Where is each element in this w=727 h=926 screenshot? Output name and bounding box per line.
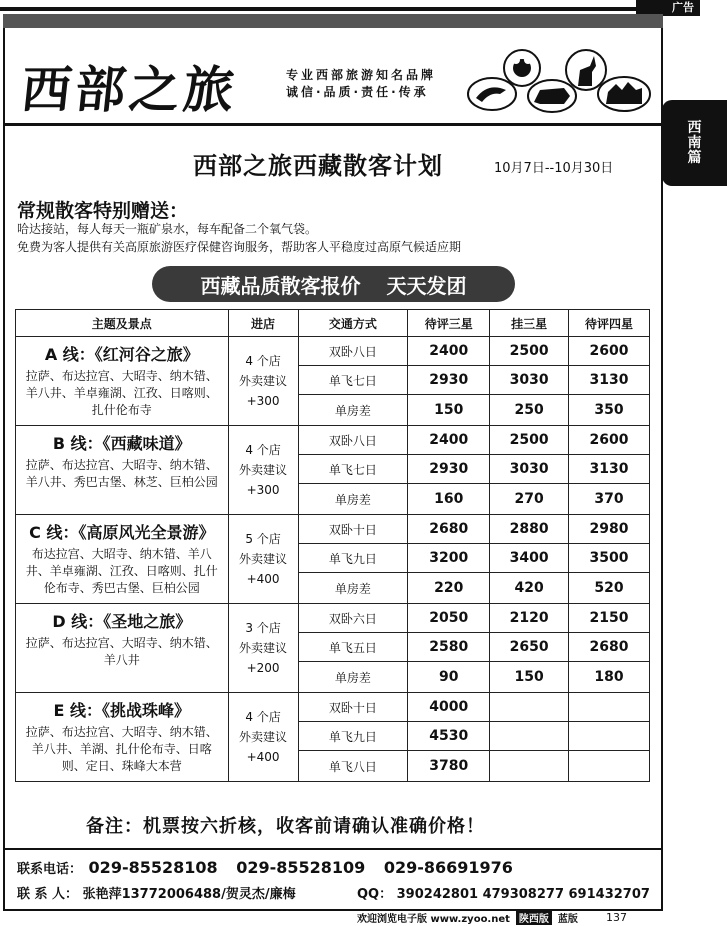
region-tab — [662, 100, 727, 186]
shop-cell — [228, 426, 298, 515]
ad-tag: 广告 — [636, 0, 700, 16]
column-header: 待评四星 — [569, 310, 650, 337]
transport-cell: 单飞七日 — [298, 455, 408, 484]
route-theme-cell — [16, 515, 229, 604]
price-cell — [490, 751, 569, 782]
route-spots: 拉萨、布达拉宫、大昭寺、纳木错、羊八井、羊湖、扎什伦布寺、日喀则、定日、珠峰大本营 — [25, 725, 218, 773]
contact-persons: 张艳萍13772006488/贺灵杰/廉梅 — [82, 887, 296, 902]
price-cell: 3200 — [408, 544, 490, 573]
price-cell — [569, 693, 650, 722]
footer-rule — [3, 848, 663, 850]
price-cell: 420 — [490, 573, 569, 604]
price-cell: 3780 — [408, 751, 490, 782]
price-cell: 2150 — [569, 604, 650, 633]
quote-banner — [152, 266, 515, 302]
column-header: 交通方式 — [298, 310, 408, 337]
route-title: E 线：《挑战珠峰》 — [53, 701, 191, 720]
gift-line-1: 哈达接站，每人每天一瓶矿泉水，每车配备二个氧气袋。 — [17, 222, 318, 236]
region-tab-char: 篇 — [687, 149, 702, 166]
price-cell: 2600 — [569, 426, 650, 455]
price-cell: 2580 — [408, 633, 490, 662]
shop-info: +200 — [246, 661, 280, 675]
price-cell: 520 — [569, 573, 650, 604]
price-cell: 4530 — [408, 722, 490, 751]
quote-banner-right: 天天发团 — [386, 273, 467, 298]
price-cell: 220 — [408, 573, 490, 604]
route-theme-cell — [16, 337, 229, 426]
brand-logo: 西部之旅 — [18, 60, 241, 119]
column-header: 主题及景点 — [16, 310, 229, 337]
price-cell: 2930 — [408, 455, 490, 484]
shop-cell — [228, 337, 298, 426]
region-tab-char: 西 — [687, 119, 702, 136]
route-spots: 拉萨、布达拉宫、大昭寺、纳木错、羊八井、羊卓雍湖、江孜、日喀则、扎什伦布寺 — [25, 369, 218, 417]
price-cell: 3130 — [569, 366, 650, 395]
column-header: 进店 — [228, 310, 298, 337]
qq-label: QQ： — [357, 887, 393, 902]
shop-info: 3 个店 — [245, 621, 281, 635]
price-cell: 2880 — [490, 515, 569, 544]
shop-info: 4 个店 — [245, 354, 281, 368]
price-cell: 2120 — [490, 604, 569, 633]
price-cell: 3400 — [490, 544, 569, 573]
animal-emblems-icon — [466, 42, 656, 118]
shop-info: 外卖建议 — [239, 641, 288, 655]
contact-person-label: 联 系 人： — [17, 887, 79, 902]
phone-row — [17, 858, 525, 877]
footer-bar — [357, 910, 578, 925]
shop-info: 4 个店 — [245, 710, 281, 724]
shop-info: 5 个店 — [245, 532, 281, 546]
price-cell: 2650 — [490, 633, 569, 662]
price-cell: 2930 — [408, 366, 490, 395]
price-cell: 250 — [490, 395, 569, 426]
quote-banner-left: 西藏品质散客报价 — [200, 273, 361, 298]
price-cell: 90 — [408, 662, 490, 693]
transport-cell: 双卧八日 — [298, 426, 408, 455]
gift-line-2: 免费为客人提供有关高原旅游医疗保健咨询服务，帮助客人平稳度过高原气候适应期 — [17, 240, 462, 254]
shop-info: 外卖建议 — [239, 730, 288, 744]
shop-info: 外卖建议 — [239, 374, 288, 388]
qq-numbers: 390242801 479308277 691432707 — [396, 887, 650, 902]
table-header-row — [16, 310, 650, 337]
column-header: 待评三星 — [408, 310, 490, 337]
route-spots: 拉萨、布达拉宫、大昭寺、纳木错、羊八井 — [25, 636, 218, 667]
price-cell: 160 — [408, 484, 490, 515]
shop-info: +400 — [246, 750, 280, 764]
transport-cell: 单房差 — [298, 395, 408, 426]
footer-welcome: 欢迎浏览电子版 www.zyoo.net — [357, 914, 510, 925]
contact-row — [17, 883, 650, 902]
shop-info: +300 — [246, 394, 280, 408]
price-cell — [569, 722, 650, 751]
route-theme-cell — [16, 604, 229, 693]
shop-cell — [228, 515, 298, 604]
route-spots: 拉萨、布达拉宫、大昭寺、纳木错、羊八井、秀巴古堡、林芝、巨柏公园 — [25, 458, 218, 489]
transport-cell: 单飞七日 — [298, 366, 408, 395]
phone-number: 029-86691976 — [383, 858, 513, 877]
price-cell: 270 — [490, 484, 569, 515]
route-theme-cell — [16, 693, 229, 782]
shop-info: +400 — [246, 572, 280, 586]
page-number: 137 — [606, 911, 627, 924]
transport-cell: 单房差 — [298, 573, 408, 604]
phone-label: 联系电话： — [17, 862, 83, 877]
price-cell: 150 — [490, 662, 569, 693]
route-title: A 线：《红河谷之旅》 — [44, 345, 199, 364]
region-tab-char: 南 — [687, 134, 702, 151]
route-spots: 布达拉宫、大昭寺、纳木错、羊八井、羊卓雍湖、江孜、日喀则、扎什伦布寺、秀巴古堡、巨柏公园 — [25, 547, 218, 595]
brand-slogan-2: 诚信·品质·责任·传承 — [286, 85, 429, 99]
price-cell: 2680 — [408, 515, 490, 544]
transport-cell: 双卧六日 — [298, 604, 408, 633]
price-cell: 2400 — [408, 426, 490, 455]
price-cell: 2500 — [490, 426, 569, 455]
table-row — [16, 604, 650, 633]
qq-group — [357, 883, 650, 902]
top-rule — [0, 7, 636, 11]
price-cell: 3030 — [490, 455, 569, 484]
transport-cell: 单飞五日 — [298, 633, 408, 662]
brand-slogan-1: 专业西部旅游知名品牌 — [286, 68, 437, 82]
date-range: 10月7日--10月30日 — [494, 161, 614, 176]
route-title: B 线：《西藏味道》 — [52, 434, 191, 453]
page-title: 西部之旅西藏散客计划 — [193, 152, 443, 180]
price-cell — [490, 722, 569, 751]
price-cell: 2050 — [408, 604, 490, 633]
route-theme-cell — [16, 426, 229, 515]
price-cell: 350 — [569, 395, 650, 426]
price-cell: 3130 — [569, 455, 650, 484]
column-header: 挂三星 — [490, 310, 569, 337]
header-bar — [3, 14, 663, 28]
transport-cell: 单房差 — [298, 484, 408, 515]
transport-cell: 单飞九日 — [298, 544, 408, 573]
transport-cell: 双卧十日 — [298, 693, 408, 722]
transport-cell: 双卧八日 — [298, 337, 408, 366]
price-cell — [490, 693, 569, 722]
transport-cell: 单房差 — [298, 662, 408, 693]
price-cell: 180 — [569, 662, 650, 693]
shop-info: 外卖建议 — [239, 552, 288, 566]
shop-cell — [228, 693, 298, 782]
phone-number: 029-85528108 — [88, 858, 218, 877]
phone-number: 029-85528109 — [236, 858, 366, 877]
price-cell: 2680 — [569, 633, 650, 662]
footer-section: 蓝版 — [557, 914, 578, 925]
transport-cell: 单飞九日 — [298, 722, 408, 751]
price-cell: 4000 — [408, 693, 490, 722]
price-cell — [569, 751, 650, 782]
price-cell: 2400 — [408, 337, 490, 366]
table-row — [16, 693, 650, 722]
table-row — [16, 515, 650, 544]
price-cell: 2600 — [569, 337, 650, 366]
price-cell: 370 — [569, 484, 650, 515]
price-cell: 2500 — [490, 337, 569, 366]
shop-cell — [228, 604, 298, 693]
price-cell: 150 — [408, 395, 490, 426]
transport-cell: 双卧十日 — [298, 515, 408, 544]
table-row — [16, 426, 650, 455]
route-title: C 线：《高原风光全景游》 — [29, 523, 215, 542]
price-cell: 3500 — [569, 544, 650, 573]
remark-note: 备注：机票按六折核，收客前请确认准确价格！ — [86, 816, 485, 837]
price-cell: 3030 — [490, 366, 569, 395]
shop-info: 外卖建议 — [239, 463, 288, 477]
table-row — [16, 337, 650, 366]
footer-edition: 陕西版 — [516, 910, 552, 925]
route-title: D 线：《圣地之旅》 — [52, 612, 192, 631]
transport-cell: 单飞八日 — [298, 751, 408, 782]
price-table — [15, 309, 650, 782]
gift-heading: 常规散客特别赠送： — [17, 200, 189, 222]
shop-info: +300 — [246, 483, 280, 497]
logo-rule — [3, 123, 663, 126]
shop-info: 4 个店 — [245, 443, 281, 457]
price-cell: 2980 — [569, 515, 650, 544]
